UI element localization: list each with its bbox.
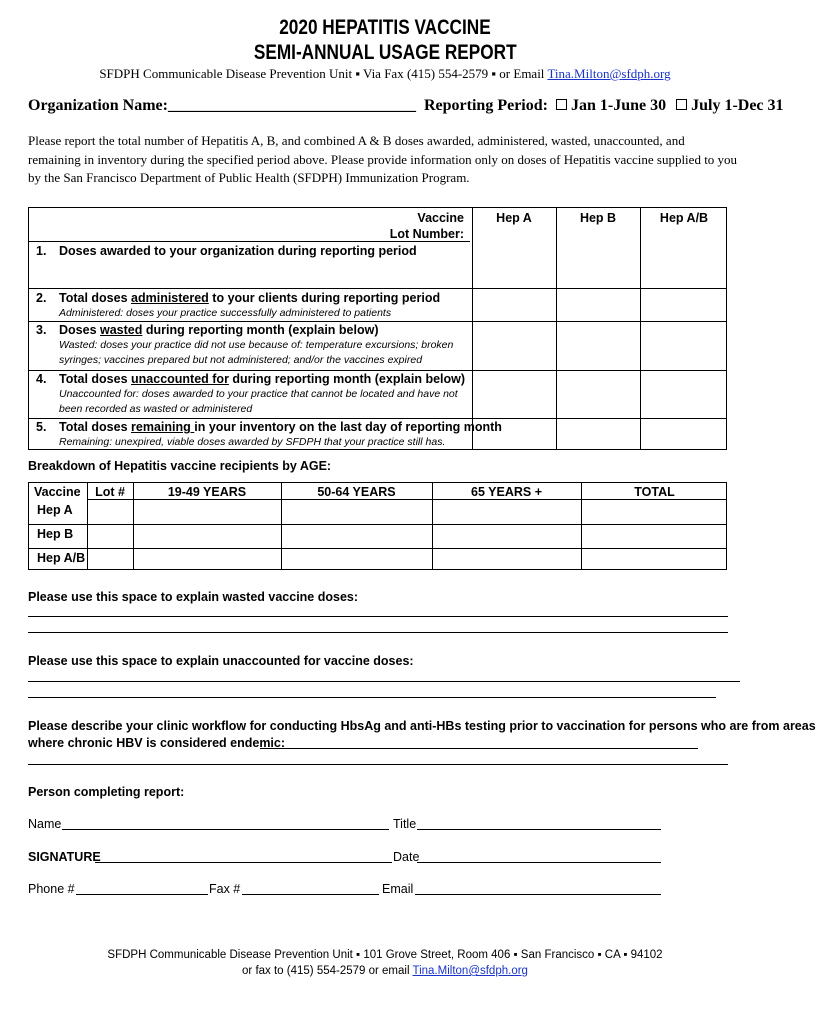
contact-line	[0, 66, 770, 82]
title-line1: 2020 HEPATITIS VACCINE	[279, 16, 491, 39]
email-label: Email	[382, 882, 414, 896]
signature-field[interactable]	[95, 862, 392, 863]
footer-contact-text: or fax to (415) 554-2579 or email	[242, 965, 413, 977]
age-col-lot: Lot #	[95, 485, 125, 499]
contact-email-link[interactable]: Tina.Milton@sfdph.org	[547, 66, 671, 81]
hep-a-header: Hep A	[496, 211, 532, 225]
fax-label: Fax #	[209, 882, 241, 896]
age-col-65-plus: 65 YEARS +	[471, 485, 542, 499]
intro-paragraph: Please report the total number of Hepatitis A, B, and combined A & B doses awarded, administered, wasted, unaccounted, and remaining in inventory during the specified period above. Please provide information only on doses of Hepatitis vaccine supplied to you by the San Francisco Department of Public Health (SFDPH) Immunization Program.	[28, 133, 738, 185]
person-heading: Person completing report:	[28, 785, 185, 799]
row-1-number: 1.	[36, 244, 47, 258]
period-option-july-dec[interactable]: July 1-Dec 31	[676, 97, 783, 114]
phone-label: Phone #	[28, 882, 75, 896]
contact-text: SFDPH Communicable Disease Prevention Unit ▪ Via Fax (415) 554-2579 ▪ or Email	[99, 66, 548, 81]
hep-a-lot-awarded-cell[interactable]	[473, 242, 555, 288]
age-row-hep-a: Hep A	[37, 503, 73, 517]
workflow-line-2[interactable]	[28, 764, 728, 765]
date-field[interactable]	[417, 862, 661, 863]
row-5-note: Remaining: unexpired, viable doses awarded by SFDPH that your practice still has.	[59, 436, 446, 448]
row-4-label: Total doses unaccounted for during reporting month (explain below)	[59, 372, 466, 386]
email-field[interactable]	[415, 894, 661, 895]
row-3-note: Wasted: doses your practice did not use because of: temperature excursions; broken syringes; vaccines prepared but not administered; and/or the vaccines expired	[59, 339, 454, 366]
age-col-total: TOTAL	[634, 485, 675, 499]
hep-ab-header: Hep A/B	[659, 211, 709, 225]
age-col-50-64: 50-64 YEARS	[317, 485, 396, 499]
row-2-note: Administered: doses your practice successfully administered to patients	[59, 307, 392, 319]
checkbox-icon	[676, 99, 687, 110]
row-1-label: Doses awarded to your organization during reporting period	[59, 244, 417, 258]
organization-name-label: Organization Name:	[28, 97, 168, 114]
row-4-number: 4.	[36, 372, 47, 386]
signature-label: SIGNATURE	[28, 850, 101, 864]
age-col-19-49: 19-49 YEARS	[167, 485, 247, 499]
row-5-number: 5.	[36, 420, 47, 434]
wasted-line-2[interactable]	[28, 632, 728, 633]
organization-name-row	[28, 97, 784, 115]
checkbox-icon	[556, 99, 567, 110]
name-label: Name	[28, 817, 62, 831]
footer-address: SFDPH Communicable Disease Prevention Unit ▪ 101 Grove Street, Room 406 ▪ San Francisco ▪ CA ▪ 94102	[107, 949, 663, 961]
age-breakdown-table	[28, 482, 727, 570]
row-3-number: 3.	[36, 323, 47, 337]
period-option-jan-june[interactable]: Jan 1-June 30	[556, 97, 666, 114]
unaccounted-prompt: Please use this space to explain unaccounted for vaccine doses:	[28, 654, 414, 668]
vaccine-header: Vaccine	[417, 211, 464, 225]
row-3-label: Doses wasted during reporting month (explain below)	[59, 323, 379, 337]
title-field[interactable]	[417, 829, 661, 830]
wasted-line-1[interactable]	[28, 616, 728, 617]
usage-table	[28, 207, 727, 450]
date-label: Date	[393, 850, 420, 864]
age-breakdown-heading: Breakdown of Hepatitis vaccine recipients by AGE:	[28, 459, 332, 473]
age-col-vaccine: Vaccine	[34, 485, 81, 499]
wasted-prompt: Please use this space to explain wasted vaccine doses:	[28, 590, 359, 604]
title-label: Title	[393, 817, 417, 831]
age-row-hep-ab: Hep A/B	[37, 551, 86, 565]
hep-b-lot-awarded-cell[interactable]	[557, 242, 639, 288]
phone-field[interactable]	[76, 894, 208, 895]
row-5-label: Total doses remaining in your inventory on the last day of reporting month	[59, 420, 502, 434]
workflow-prompt-line2: where chronic HBV is considered endemic:	[28, 736, 286, 750]
hep-ab-lot-awarded-cell[interactable]	[641, 242, 727, 288]
row-2-label: Total doses administered to your clients during reporting period	[59, 291, 441, 305]
footer-email-link[interactable]: Tina.Milton@sfdph.org	[412, 965, 528, 977]
age-row-hep-b: Hep B	[37, 527, 74, 541]
title-line2: SEMI-ANNUAL USAGE REPORT	[253, 41, 517, 64]
reporting-period-label: Reporting Period:	[423, 97, 548, 114]
organization-name-field[interactable]: _______________________________	[167, 97, 416, 114]
row-4-note: Unaccounted for: doses awarded to your practice that cannot be located and have not been recorded as wasted or administered	[59, 388, 458, 415]
name-field[interactable]	[62, 829, 389, 830]
row-2-number: 2.	[36, 291, 47, 305]
fax-field[interactable]	[242, 894, 379, 895]
footer-contact	[0, 965, 770, 977]
lot-number-header: Lot Number:	[389, 227, 464, 241]
hep-b-header: Hep B	[579, 211, 617, 225]
workflow-prompt-line1: Please describe your clinic workflow for conducting HbsAg and anti-HBs testing prior to vaccination for persons who are from areas	[28, 719, 816, 733]
unaccounted-line-1[interactable]	[28, 681, 740, 682]
workflow-line-1[interactable]	[260, 748, 698, 749]
unaccounted-line-2[interactable]	[28, 697, 716, 698]
